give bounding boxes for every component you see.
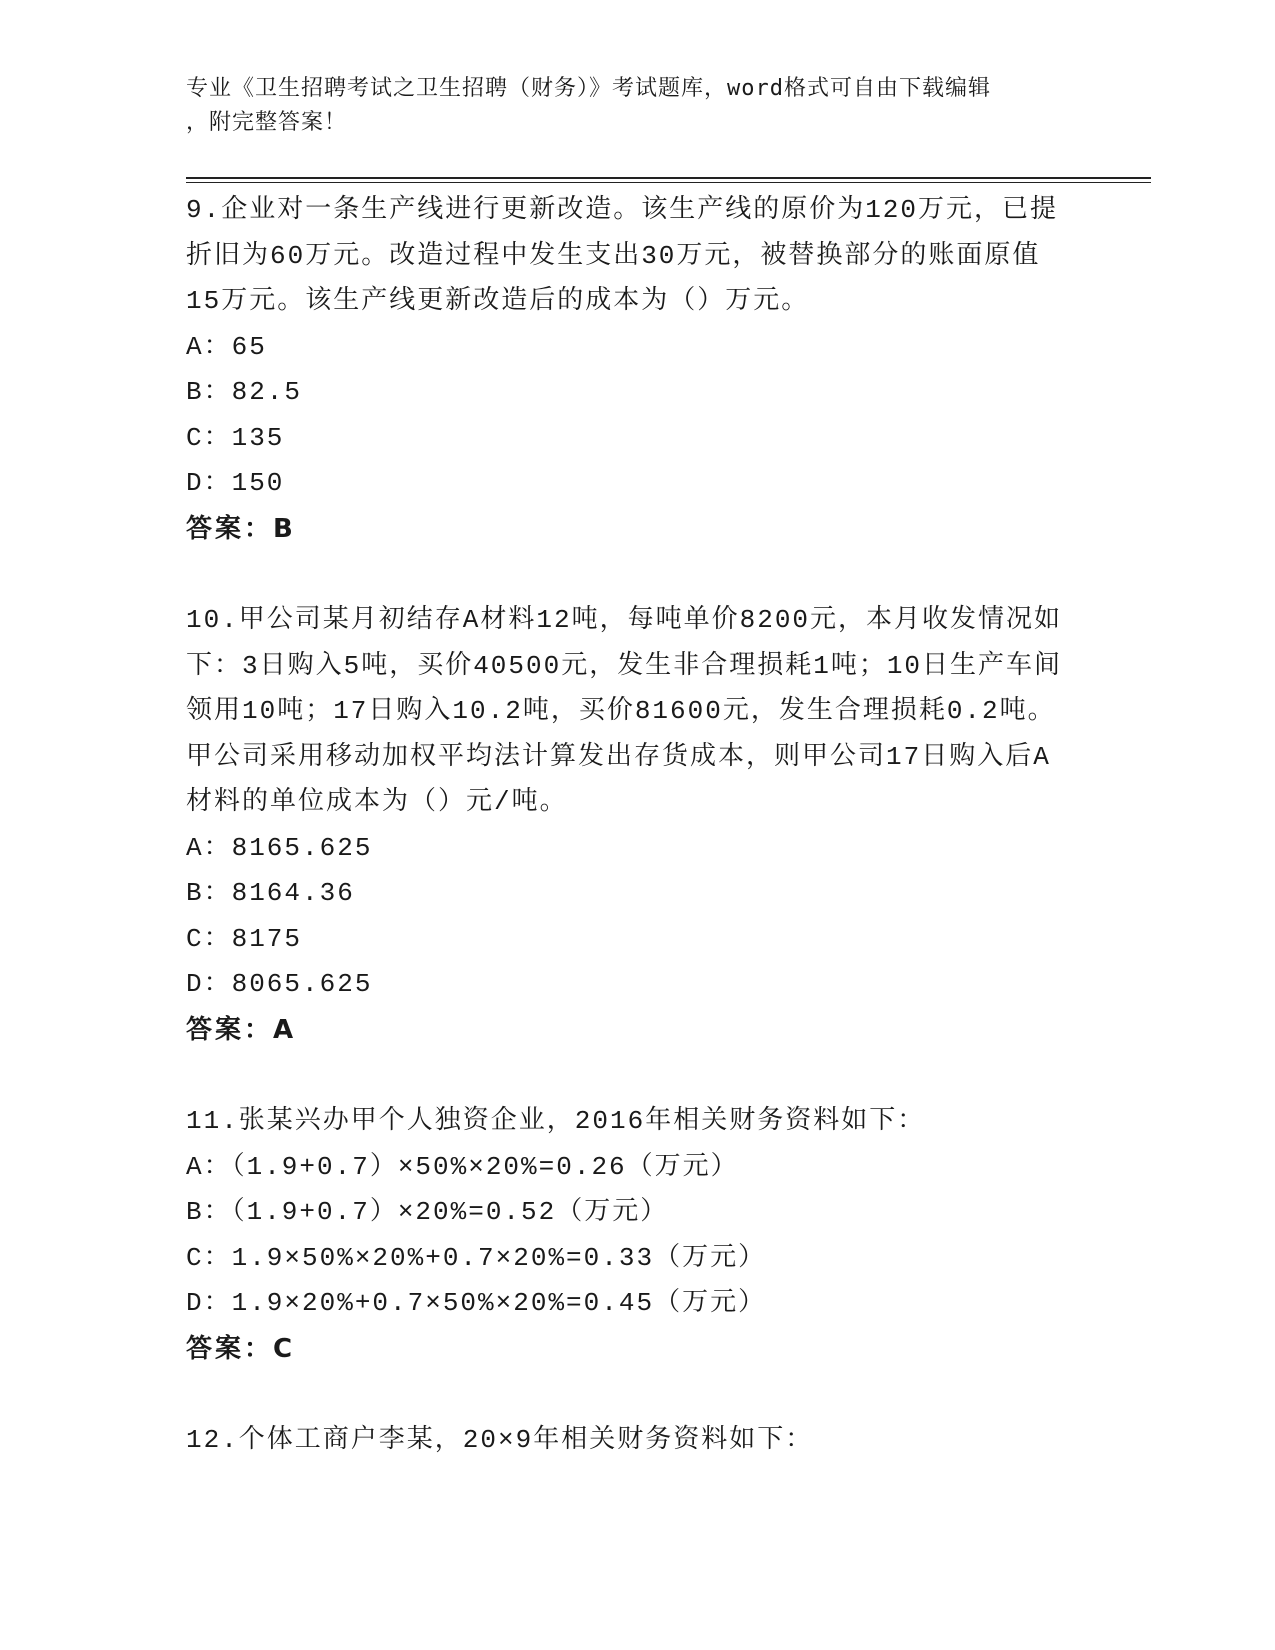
question-text: 11.张某兴办甲个人独资企业，2016年相关财务资料如下： [186, 1106, 926, 1136]
question-10 [186, 598, 1066, 1053]
header-line-2: ，附完整答案！ [186, 110, 348, 135]
question-text: 9.企业对一条生产线进行更新改造。该生产线的原价为120万元，已提折旧为60万元。改造过程中发生支出30万元，被替换部分的账面原值15万元。该生产线更新改造后的成本为（）万元。 [186, 195, 1059, 316]
document-header [186, 72, 1066, 140]
option-d: D：8065.625 [186, 969, 373, 999]
option-c: C：135 [186, 422, 285, 453]
option-b: B：82.5 [186, 377, 303, 407]
option-c: C：8175 [186, 923, 303, 954]
question-11 [186, 1099, 1066, 1372]
option-b: B：8164.36 [186, 878, 355, 908]
question-text: 10.甲公司某月初结存A材料12吨，每吨单价8200元，本月收发情况如下：3日购入5吨，买价40500元，发生非合理损耗1吨；10日生产车间领用10吨；17日购入10.2吨，买价81600元，发生合理损耗0.2吨。甲公司采用移动加权平均法计算发出存货成本，则甲公司17日购入后A材料的单位成本为（）元/吨。 [186, 605, 1063, 817]
question-12 [186, 1418, 1066, 1464]
answer-label: 答案：C [186, 1333, 296, 1364]
question-9 [186, 188, 1066, 552]
header-divider-thick [186, 177, 1151, 179]
header-divider-thin [186, 182, 1151, 183]
option-a: A：8165.625 [186, 832, 373, 863]
option-a: A：（1.9+0.7）×50%×20%=0.26（万元） [186, 1151, 739, 1182]
answer-label: 答案：B [186, 513, 296, 544]
option-d: D：150 [186, 468, 285, 498]
question-text: 12.个体工商户李某，20×9年相关财务资料如下： [186, 1425, 814, 1455]
option-b: B：（1.9+0.7）×20%=0.52（万元） [186, 1197, 669, 1227]
option-d: D：1.9×20%+0.7×50%×20%=0.45（万元） [186, 1288, 767, 1318]
option-a: A：65 [186, 331, 267, 362]
option-c: C：1.9×50%×20%+0.7×20%=0.33（万元） [186, 1242, 767, 1273]
question-list [186, 188, 1066, 1464]
answer-label: 答案：A [186, 1014, 297, 1045]
header-line-1: 专业《卫生招聘考试之卫生招聘（财务）》考试题库，word格式可自由下载编辑 [186, 76, 991, 101]
